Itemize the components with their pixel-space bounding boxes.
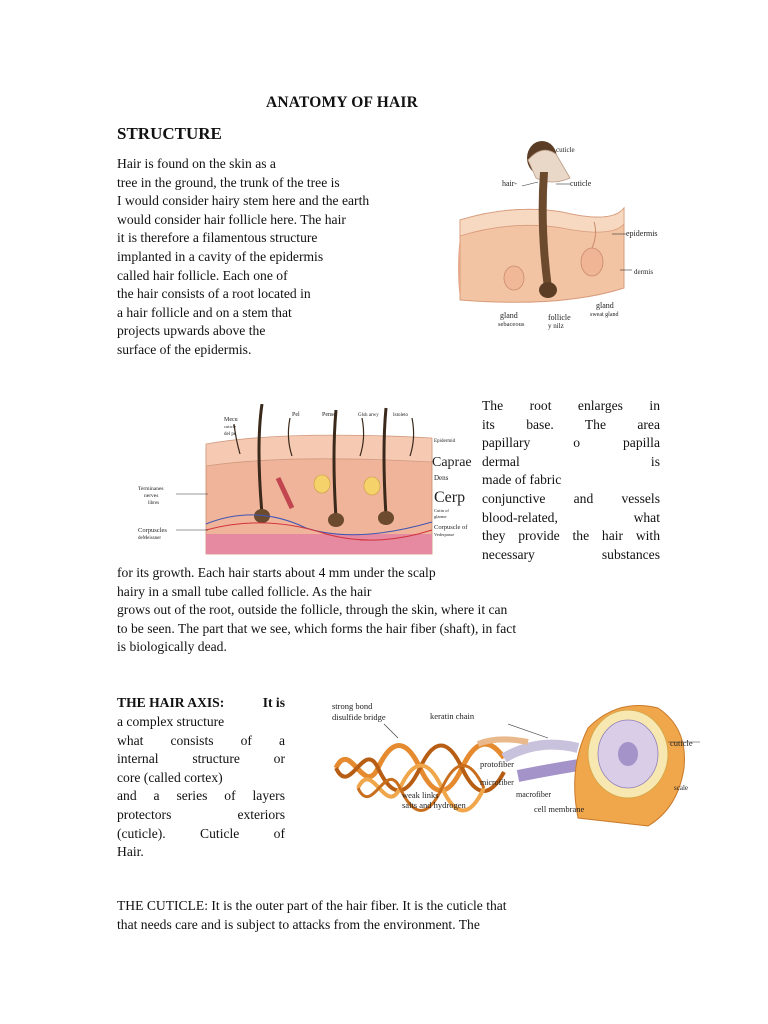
label-scale: scale bbox=[674, 784, 688, 792]
hair-axis-heading: THE HAIR AXIS: bbox=[117, 695, 225, 710]
label-caprae: Caprae bbox=[432, 455, 472, 470]
label-macrofiber: macrofiber bbox=[516, 790, 552, 799]
paragraph-hair-axis-body bbox=[117, 713, 285, 862]
label-cell-membrane: cell membrane bbox=[534, 804, 585, 814]
text-line: Hair is found on the skin as a bbox=[117, 156, 276, 171]
label-istolo: Istoleto bbox=[393, 413, 408, 418]
sweat-gland-shape bbox=[581, 248, 603, 276]
label-sebaceous: sebaceous bbox=[498, 321, 525, 328]
text-line: tree in the ground, the trunk of the tree is bbox=[117, 174, 340, 190]
text-line: and a series of layers bbox=[117, 788, 285, 804]
cuticle-sleeve-shape bbox=[528, 150, 570, 182]
label-libres: libres bbox=[148, 501, 160, 506]
label-hair: hair- bbox=[502, 179, 517, 188]
text-line: they provide the hair with bbox=[482, 528, 660, 544]
label-corpuscles: Corpuscles bbox=[138, 527, 167, 534]
label-vederpasse: Vederpasse bbox=[434, 532, 455, 537]
text-line: grows out of the root, outside the follicle, through the skin, where it can bbox=[117, 602, 508, 618]
label-gland-sebaceous: gland bbox=[500, 311, 518, 320]
text-line: is biologically dead. bbox=[117, 639, 227, 655]
label-weak-links: weak links bbox=[402, 790, 439, 800]
label-glands: Glsh arwy bbox=[358, 413, 379, 418]
label-dermis: dermis bbox=[634, 268, 654, 276]
label-protofiber: protofiber bbox=[480, 759, 514, 769]
leader-line bbox=[522, 182, 538, 186]
text-line: that needs care and is subject to attacks from the environment. The bbox=[117, 916, 480, 932]
label-nerves: nerves bbox=[144, 493, 159, 499]
label-terminanes: Terminanes bbox=[138, 486, 164, 492]
text-line: protectors exteriors bbox=[117, 806, 285, 822]
text-line: projects upwards above the bbox=[117, 323, 266, 339]
text-line: papillary o papilla bbox=[482, 435, 660, 451]
text-line: to be seen. The part that we see, which forms the hair fiber (shaft), in fact bbox=[117, 620, 517, 636]
label-gland: gland bbox=[596, 301, 614, 310]
label-keratin-chain: keratin chain bbox=[430, 711, 475, 721]
section-heading-structure: STRUCTURE bbox=[117, 124, 222, 143]
gland-shape bbox=[364, 477, 380, 495]
label-glarme: glarme bbox=[434, 514, 447, 519]
text-line: THE CUTICLE: It is the outer part of the hair fiber. It is the cuticle that bbox=[117, 898, 507, 913]
label-salts-hydrogen: salts and hydrogen bbox=[402, 800, 466, 810]
label-meissner: deMeissner bbox=[138, 536, 162, 541]
label-epidermid: Epidermid bbox=[434, 439, 456, 444]
label-pense: Pense bbox=[322, 412, 336, 418]
sebaceous-gland-shape bbox=[504, 266, 524, 290]
text-line: would consider hair follicle here. The hair bbox=[117, 211, 346, 227]
paragraph-cuticle bbox=[117, 897, 565, 934]
text-line: made of fabric bbox=[482, 472, 562, 488]
text-line: (cuticle). Cuticle of bbox=[117, 825, 285, 841]
text-line: a complex structure bbox=[117, 714, 225, 729]
label-cuticle: cuticle bbox=[570, 179, 592, 188]
text-line: conjunctive and vessels bbox=[482, 490, 660, 506]
text-line: for its growth. Each hair starts about 4 mm under the scalp bbox=[117, 565, 436, 580]
label-cuticle: cuticle bbox=[670, 738, 693, 748]
label-cuticle-top: cuticle bbox=[556, 146, 575, 154]
text-line: I would consider hairy stem here and the earth bbox=[117, 193, 370, 209]
text-line: blood-related, what bbox=[482, 509, 660, 525]
label-pel: Pel bbox=[292, 412, 300, 418]
label-strong-bond: strong bond bbox=[332, 701, 373, 711]
text-line: a hair follicle and on a stem that bbox=[117, 304, 292, 320]
hair-bulb-shape bbox=[539, 282, 557, 298]
text-line: its base. The area bbox=[482, 416, 660, 432]
text-line: it is therefore a filamentous structure bbox=[117, 230, 318, 246]
label-follicle: follicle bbox=[548, 313, 571, 322]
paragraph-root-right bbox=[482, 397, 660, 564]
label-follicle-line2: y nilz bbox=[548, 322, 564, 330]
skin-edge-shape bbox=[458, 236, 460, 300]
leader-line bbox=[384, 724, 398, 738]
figure-hair-follicle bbox=[452, 138, 672, 338]
label-top-3: del pe bbox=[224, 432, 237, 437]
label-sweat-gland: sweat gland bbox=[590, 312, 619, 318]
leader-line bbox=[508, 724, 548, 738]
label-top-1: Mecu bbox=[224, 417, 238, 423]
paragraph-structure bbox=[117, 155, 411, 360]
label-microfiber: microfiber bbox=[480, 778, 514, 787]
gland-shape bbox=[314, 475, 330, 493]
label-disulfide-bridge: disulfide bridge bbox=[332, 712, 386, 722]
text-line: core (called cortex) bbox=[117, 769, 223, 785]
hypodermis-shape bbox=[206, 534, 432, 554]
bulb-shape bbox=[328, 513, 344, 527]
paragraph-hair-axis bbox=[117, 694, 285, 713]
label-dens: Dens bbox=[434, 474, 449, 482]
text-line: surface of the epidermis. bbox=[117, 341, 252, 357]
figure-hair-fiber bbox=[328, 698, 700, 830]
text-line bbox=[117, 694, 285, 713]
bulb-shape bbox=[378, 511, 394, 525]
text-line: Hair. bbox=[117, 844, 144, 860]
text-line: implanted in a cavity of the epidermis bbox=[117, 248, 324, 264]
text-line: called hair follicle. Each one of bbox=[117, 267, 288, 283]
paragraph-root-full bbox=[117, 564, 577, 657]
protofiber-shape bbox=[504, 745, 578, 758]
figure-skin-section bbox=[136, 404, 480, 560]
label-corpuscle: Corpuscle of bbox=[434, 524, 468, 531]
label-cutin: Cutin of bbox=[434, 508, 449, 513]
text-line: hairy in a small tube called follicle. As the hair bbox=[117, 583, 372, 599]
label-cerp: Cerp bbox=[434, 489, 466, 506]
text-line: what consists of a bbox=[117, 732, 285, 748]
text-line: the hair consists of a root located in bbox=[117, 286, 311, 302]
text-line: dermal is bbox=[482, 453, 660, 469]
hair-axis-heading-tail: It is bbox=[262, 695, 285, 710]
document-title: ANATOMY OF HAIR bbox=[266, 94, 418, 111]
text-line: The root enlarges in bbox=[482, 398, 660, 413]
label-epidermis: epidermis bbox=[626, 229, 658, 238]
text-line: necessary substances bbox=[482, 546, 660, 562]
keratin-chain-shape bbox=[478, 739, 528, 744]
medulla-shape bbox=[618, 742, 638, 766]
label-top-2: cuticle bbox=[224, 424, 236, 429]
text-line: internal structure or bbox=[117, 751, 285, 767]
